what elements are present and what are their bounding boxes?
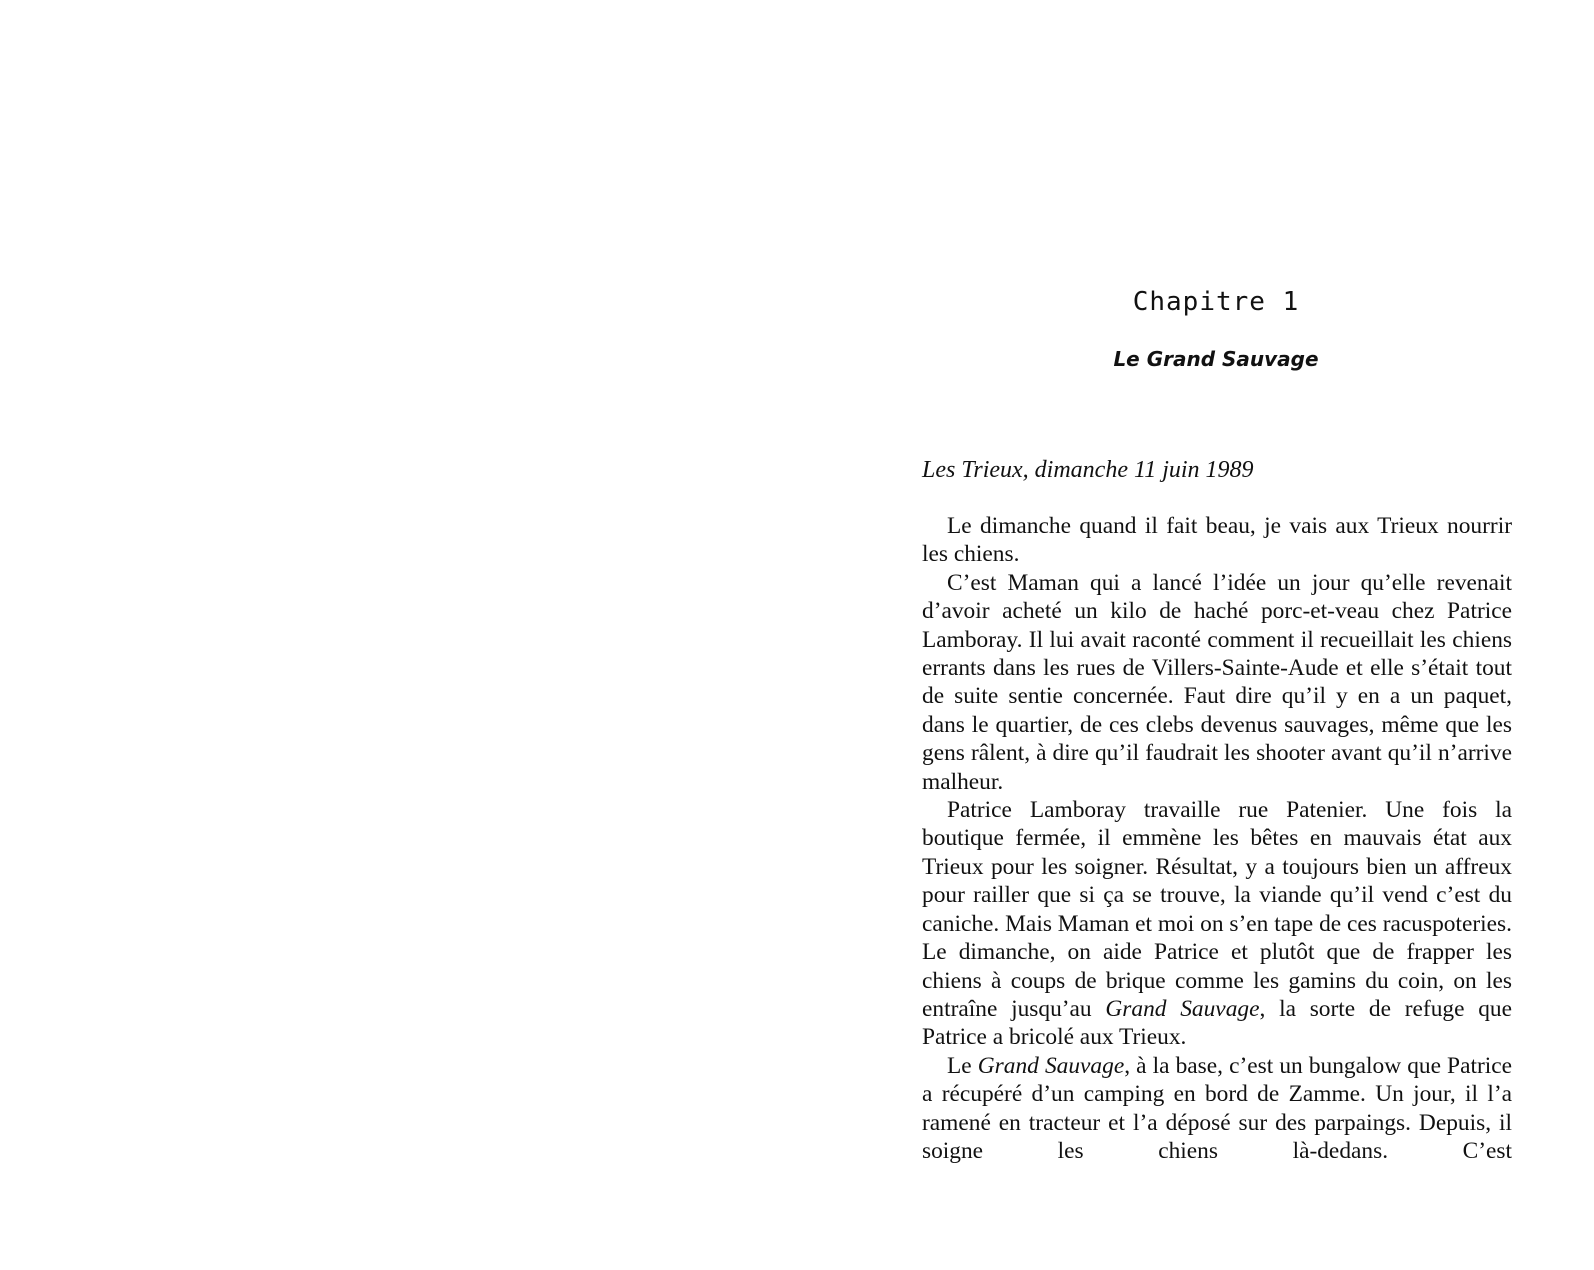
body-text: [922, 512, 1512, 1165]
paragraph-4: [922, 1052, 1512, 1166]
paragraph-3: [922, 796, 1512, 1052]
paragraph-3-emphasis: Grand Sauvage: [1105, 995, 1260, 1022]
paragraph-3-text-a: Patrice Lamboray travaille rue Patenier. Une fois la boutique fermée, il emmène les bêtes en mauvais état aux Trieux pour les soigner. Résultat, y a toujours bien un affreux pour railler que si ça se trouve, la viande qu’il vend c’est du caniche. Mais Maman et moi on s’en tape de ces racuspoteries. Le dimanche, on aide Patrice et plutôt que de frapper les chiens à coups de brique comme les gamins du coin, on les entraîne jusqu’au: [922, 797, 1512, 1022]
paragraph-2: C’est Maman qui a lancé l’idée un jour qu’elle revenait d’avoir acheté un kilo de haché porc-et-veau chez Patrice Lamboray. Il lui avait raconté comment il recueillait les chiens errants dans les rues de Villers-Sainte-Aude et elle s’était tout de suite sentie concernée. Faut dire qu’il y en a un paquet, dans le quartier, de ces clebs devenus sauvages, même que les gens râlent, à dire qu’il faudrait les shooter avant qu’il n’arrive malheur.: [922, 569, 1512, 795]
chapter-title: Le Grand Sauvage: [1113, 347, 1319, 371]
paragraph-3-text-b: , la sorte de refuge que Patrice a bricolé aux Trieux.: [922, 995, 1512, 1051]
paragraph-4-emphasis: Grand Sauvage: [977, 1052, 1125, 1079]
paragraph-4-text-b: , à la base, c’est un bungalow que Patrice a récupéré d’un camping en bord de Zamme. Un jour, il l’a ramené en tracteur et l’a déposé sur des parpaings. Depuis, il soigne les chiens là-dedans. C’est: [922, 1052, 1512, 1164]
paragraph-1: Le dimanche quand il fait beau, je vais aux Trieux nourrir les chiens.: [922, 513, 1512, 568]
dateline: Les Trieux, dimanche 11 juin 1989: [922, 457, 1254, 483]
chapter-number: Chapitre 1: [1132, 287, 1300, 317]
paragraph-4-text-a: Le: [947, 1052, 978, 1079]
